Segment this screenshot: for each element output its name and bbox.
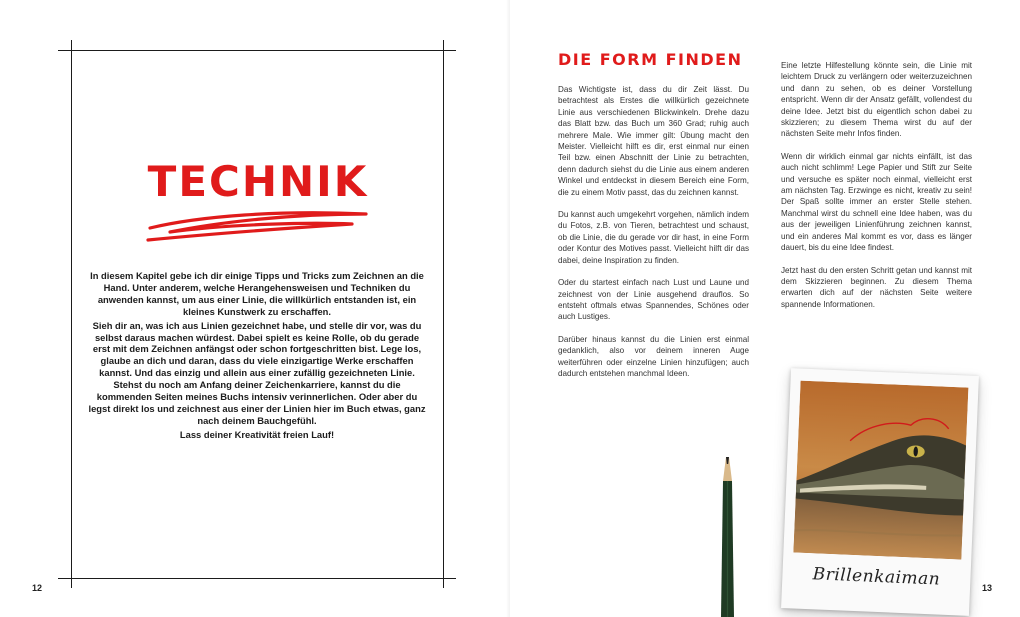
red-brush-swoosh-icon	[140, 202, 380, 246]
text-column-1	[558, 84, 749, 390]
chapter-intro	[88, 270, 426, 443]
column2-paragraph-2: Wenn dir wirklich einmal gar nichts einfällt, ist das auch nicht schlimm! Lege Papier und Stift zur Seite und versuche es später noch einmal, vielleicht erst am nächsten Tag. Erzwinge es nicht, kreativ zu sein! Der Spaß sollte immer an erster Stelle stehen. Manchmal wirst du schnell eine Idee haben, was du aus der jeweiligen Linienführung zeichnen kannst, und ein anderes Mal kommt es vor, dass es länger dauert, bis du eine Idee findest.	[781, 151, 972, 253]
intro-paragraph-2: Sieh dir an, was ich aus Linien gezeichnet habe, und stelle dir vor, was du selbst daraus machen würdest. Dabei spielt es keine Rolle, ob du gerade erst mit dem Zeichnen anfängst oder schon fortgeschritten bist. Lege los, glaube an dich und daran, dass du viele einzigartige Werke erschaffen kannst. Und das einzig und allein aus einer zufällig gezeichneten Linie. Stehst du noch am Anfang deiner Zeichenkarriere, kannst du die kommenden Seiten meines Buchs intensiv verinnerlichen. Oder aber du legst direkt los und zeichnest aus einer der Linien hier im Buch etwas, ganz nach deinem Bauchgefühl.	[88, 319, 426, 426]
caiman-photo-icon	[793, 381, 968, 560]
frame-line-bottom	[58, 578, 456, 579]
column1-paragraph-1: Das Wichtigste ist, dass du dir Zeit lässt. Du betrachtest als Erstes die willkürlich gezeichnete Linie aus verschiedenen Blickwinkeln. Drehe dazu das Blatt bzw. das Buch um 360 Grad; ruhig auch mehrere Male. Wie immer gilt: Übung macht den Meister. Vielleicht hilft es dir, erst einmal nur einen Teil bzw. einen Abschnitt der Linie zu betrachten, denn dadurch siehst du die Linie aus einem anderen Winkel und entdeckst in diesem Bereich eine Form, die zu einem Motiv passt, das du zeichnen kannst.	[558, 85, 749, 197]
page-number-right: 13	[982, 583, 993, 593]
polaroid-caption: Brillenkaiman	[812, 564, 941, 590]
frame-line-left	[71, 40, 72, 588]
frame-line-right	[443, 40, 444, 588]
column1-paragraph-2: Du kannst auch umgekehrt vorgehen, nämlich indem du Fotos, z.B. von Tieren, betrachtest und schaust, ob die Linie, die du gerade vor dir hast, in eine Form oder Kontur des Motives passt. Vielleicht hilft dir das dabei, deine Inspiration zu finden.	[558, 210, 749, 265]
column2-paragraph-3: Jetzt hast du den ersten Schritt getan und kannst mit dem Skizzieren beginnen. Zu diesem Thema erwarten dich auf der nächsten Seite weitere spannende Informationen.	[781, 265, 972, 309]
green-pencil-icon	[712, 455, 742, 617]
intro-paragraph-1: In diesem Kapitel gebe ich dir einige Tipps und Tricks zum Zeichnen an die Hand. Unter anderem, welche Herangehensweisen und Techniken du anwenden kannst, um aus einer Linie, die willkürlich entstanden ist, ein kleines Kunstwerk zu erschaffen.	[90, 270, 424, 317]
text-column-2	[781, 60, 972, 321]
column1-paragraph-4: Darüber hinaus kannst du die Linien erst einmal gedanklich, also vor deinem inneren Auge weiterführen oder einzelne Linien hinzufügen; auch dadurch entstehen manchmal Ideen.	[558, 334, 749, 378]
column1-paragraph-3: Oder du startest einfach nach Lust und Laune und zeichnest von der Linie ausgehend drauflos. So entsteht oftmals etwas Spannendes, Schönes oder auch Lustiges.	[558, 278, 749, 322]
section-headline: DIE FORM FINDEN	[558, 50, 743, 69]
column2-paragraph-1: Eine letzte Hilfestellung könnte sein, die Linie mit leichtem Druck zu verlängern oder weiterzuzeichnen und dann zu sehen, ob es deiner Vorstellung entspricht. Wenn dir der Ansatz gefällt, vollendest du deine Idee. Jetzt bist du eigentlich schon dabei zu skizzieren; zu diesem Thema wirst du auf der nächsten Seite mehr Infos finden.	[781, 61, 972, 139]
polaroid-photo	[781, 368, 979, 616]
chapter-title: TECHNIK	[147, 157, 369, 206]
intro-paragraph-3: Lass deiner Kreativität freien Lauf!	[179, 428, 335, 440]
page-number-left: 12	[32, 583, 43, 593]
frame-line-top	[58, 50, 456, 51]
